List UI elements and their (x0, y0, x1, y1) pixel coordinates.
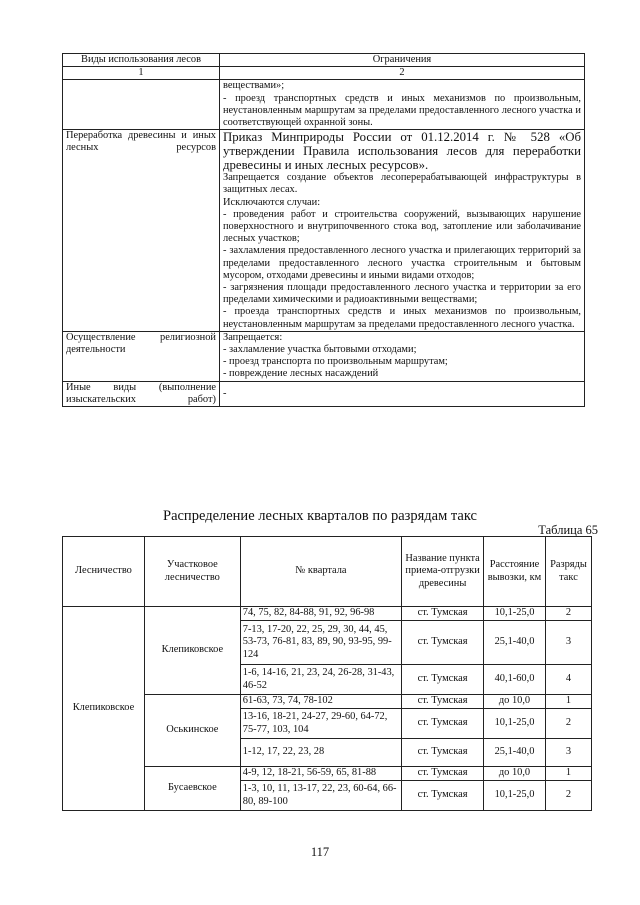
restriction-line: - проезда транспортных средств и иных механизмов по произвольным, неустановленным маршрутам за пределами предоставленного лесного участка. (223, 306, 581, 330)
distance-cell: 10,1-25,0 (484, 781, 546, 811)
forestry-cell: Клепиковское (63, 607, 145, 811)
page-number: 117 (310, 845, 330, 859)
section-title: Распределение лесных кварталов по разрядам такс (163, 508, 477, 524)
header-rank: Разряды такс (545, 537, 591, 607)
header-quarter: № квартала (240, 537, 401, 607)
restriction-line: - проведения работ и строительства сооружений, вызывающих нарушение поверхностного и внутрипочвенного стока вод, затопление или заболачивание лесных участков; (223, 208, 581, 245)
district-cell: Оськинское (144, 695, 240, 767)
column-number-row (63, 67, 585, 80)
restriction-line: Исключаются случаи: (223, 196, 321, 208)
usage-restrictions-table (62, 53, 585, 407)
header-restrictions: Ограничения (220, 54, 585, 67)
quarter-cell: 1-12, 17, 22, 23, 28 (240, 739, 401, 767)
rank-cell: 3 (545, 739, 591, 767)
point-cell: ст. Тумская (402, 621, 484, 665)
point-cell: ст. Тумская (402, 607, 484, 621)
table-row (63, 130, 585, 332)
table-row (63, 331, 585, 381)
point-cell: ст. Тумская (402, 695, 484, 709)
table-number: Таблица 65 (538, 523, 598, 537)
usage-kind-cell: Переработка древесины и иных лесных ресурсов (63, 130, 220, 332)
rank-cell: 1 (545, 767, 591, 781)
distance-cell: 25,1-40,0 (484, 739, 546, 767)
table-row (63, 80, 585, 130)
tax-rank-table (62, 536, 592, 811)
distance-cell: 25,1-40,0 (484, 621, 546, 665)
point-cell: ст. Тумская (402, 739, 484, 767)
restrictions-cell (220, 130, 585, 332)
table-header-row (63, 537, 592, 607)
table-header-row (63, 54, 585, 67)
restriction-line: - (223, 387, 227, 399)
point-cell: ст. Тумская (402, 767, 484, 781)
rank-cell: 2 (545, 709, 591, 739)
restriction-line: - проезд транспорта по произвольным маршрутам; (223, 356, 448, 368)
restriction-line: веществами»; (223, 80, 285, 92)
quarter-cell: 74, 75, 82, 84-88, 91, 92, 96-98 (240, 607, 401, 621)
rank-cell: 2 (545, 781, 591, 811)
point-cell: ст. Тумская (402, 665, 484, 695)
quarter-cell: 61-63, 73, 74, 78-102 (240, 695, 401, 709)
header-point: Название пункта приема-отгрузки древесины (402, 537, 484, 607)
restriction-line: - загрязнения площади предоставленного лесного участка и территории за его пределами химическими и радиоактивными веществами; (223, 282, 581, 306)
restriction-line: Запрещается создание объектов лесоперерабатывающей инфраструктуры в защитных лесах. (223, 172, 581, 196)
table-row (63, 381, 585, 406)
usage-kind-cell (63, 80, 220, 130)
district-cell: Бусаевское (144, 767, 240, 811)
district-cell: Клепиковское (144, 607, 240, 695)
point-cell: ст. Тумская (402, 709, 484, 739)
rank-cell: 3 (545, 621, 591, 665)
column-number-2: 2 (220, 67, 585, 80)
usage-kind-cell: Осуществление религиозной деятельности (63, 331, 220, 381)
rank-cell: 4 (545, 665, 591, 695)
restriction-line: - повреждение лесных насаждений (223, 368, 379, 380)
header-usage-kind: Виды использования лесов (63, 54, 220, 67)
table-row (63, 607, 592, 621)
header-distance: Расстояние вывозки, км (484, 537, 546, 607)
distance-cell: до 10,0 (484, 695, 546, 709)
usage-kind-cell: Иные виды (выполнение изыскательских работ) (63, 381, 220, 406)
restrictions-cell (220, 331, 585, 381)
distance-cell: 40,1-60,0 (484, 665, 546, 695)
point-cell: ст. Тумская (402, 781, 484, 811)
header-district: Участковое лесничество (144, 537, 240, 607)
restriction-line: - проезд транспортных средств и иных механизмов по произвольным, неустановленным маршрутам за пределами предоставленного лесного участка и соответствующей охранной зоны. (223, 92, 581, 129)
distance-cell: 10,1-25,0 (484, 709, 546, 739)
restriction-line: - захламление участка бытовыми отходами; (223, 344, 417, 356)
quarter-cell: 13-16, 18-21, 24-27, 29-60, 64-72, 75-77, 103, 104 (240, 709, 401, 739)
quarter-cell: 1-3, 10, 11, 13-17, 22, 23, 60-64, 66-80, 89-100 (240, 781, 401, 811)
rank-cell: 2 (545, 607, 591, 621)
quarter-cell: 7-13, 17-20, 22, 25, 29, 30, 44, 45, 53-73, 76-81, 83, 89, 90, 93-95, 99-124 (240, 621, 401, 665)
restrictions-cell (220, 381, 585, 406)
restriction-line: Запрещается: (223, 331, 283, 343)
quarter-cell: 4-9, 12, 18-21, 56-59, 65, 81-88 (240, 767, 401, 781)
quarter-cell: 1-6, 14-16, 21, 23, 24, 26-28, 31-43, 46-52 (240, 665, 401, 695)
order-reference: Приказ Минприроды России от 01.12.2014 г. № 528 «Об утверждении Правила использования лесов для переработки древесины и иных лесных ресурсов». (223, 130, 581, 173)
restrictions-cell (220, 80, 585, 130)
column-number-1: 1 (63, 67, 220, 80)
distance-cell: до 10,0 (484, 767, 546, 781)
rank-cell: 1 (545, 695, 591, 709)
restriction-line: - захламления предоставленного лесного участка и прилегающих территорий за пределами предоставленного лесного участка строительным и бытовым мусором, отходами древесины и иными видами отходов; (223, 245, 581, 281)
distance-cell: 10,1-25,0 (484, 607, 546, 621)
header-forestry: Лесничество (63, 537, 145, 607)
